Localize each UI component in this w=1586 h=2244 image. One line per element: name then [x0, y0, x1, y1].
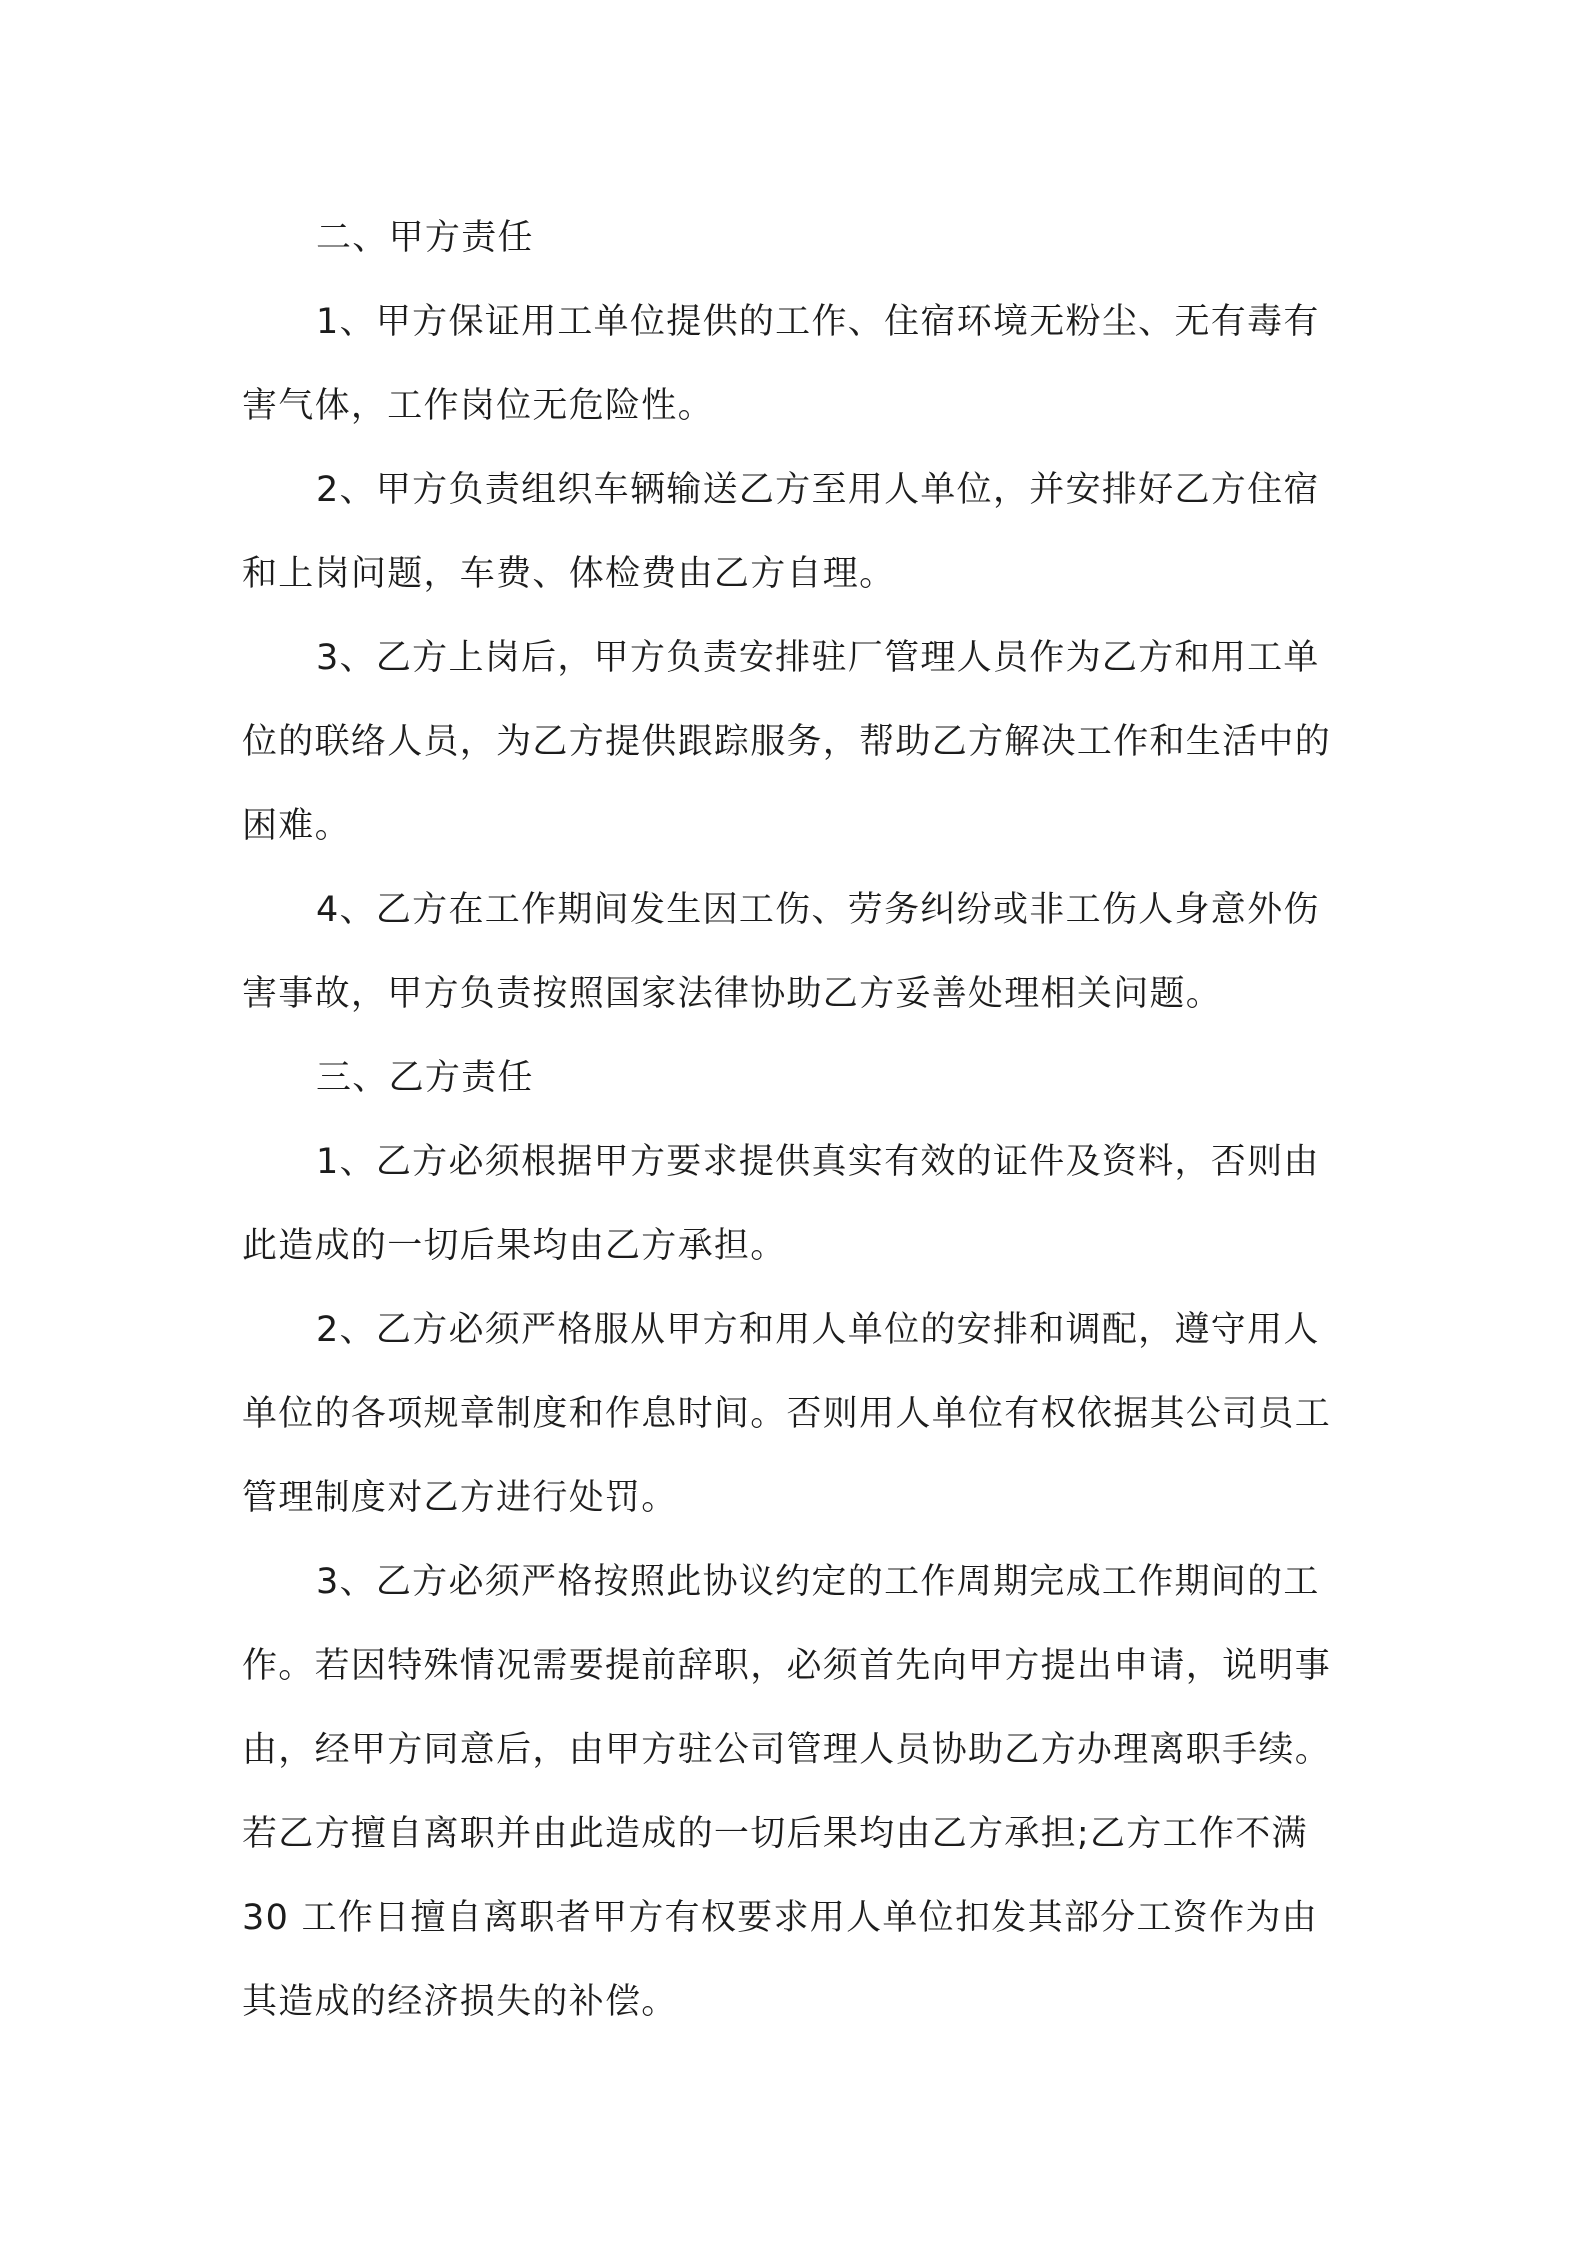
clause-line: 30 工作日擅自离职者甲方有权要求用人单位扣发其部分工资作为由 [242, 1898, 1318, 1938]
party-a-clause-3 [242, 616, 1360, 868]
party-b-clause-1 [242, 1120, 1360, 1288]
clause-line: 害事故，甲方负责按照国家法律协助乙方妥善处理相关问题。 [242, 974, 1223, 1014]
clause-line: 管理制度对乙方进行处罚。 [242, 1478, 678, 1518]
clause-line: 2、乙方必须严格服从甲方和用人单位的安排和调配，遵守用人 [316, 1310, 1320, 1350]
section-heading-party-a: 二、甲方责任 [316, 218, 534, 258]
clause-line: 作。若因特殊情况需要提前辞职，必须首先向甲方提出申请，说明事 [242, 1646, 1332, 1686]
party-a-clause-1 [242, 280, 1360, 448]
party-a-clause-2 [242, 448, 1360, 616]
clause-line: 单位的各项规章制度和作息时间。否则用人单位有权依据其公司员工 [242, 1394, 1332, 1434]
clause-line: 此造成的一切后果均由乙方承担。 [242, 1226, 787, 1266]
clause-line: 位的联络人员，为乙方提供跟踪服务，帮助乙方解决工作和生活中的 [242, 722, 1332, 762]
clause-line: 其造成的经济损失的补偿。 [242, 1982, 678, 2022]
document-page [242, 196, 1360, 2044]
section-heading-party-b: 三、乙方责任 [316, 1058, 534, 1098]
clause-line: 和上岗问题，车费、体检费由乙方自理。 [242, 554, 896, 594]
clause-line: 3、乙方上岗后，甲方负责安排驻厂管理人员作为乙方和用工单 [316, 638, 1320, 678]
clause-line: 若乙方擅自离职并由此造成的一切后果均由乙方承担;乙方工作不满 [242, 1814, 1308, 1854]
clause-line: 1、甲方保证用工单位提供的工作、住宿环境无粉尘、无有毒有 [316, 302, 1320, 342]
clause-line: 害气体，工作岗位无危险性。 [242, 386, 714, 426]
clause-line: 1、乙方必须根据甲方要求提供真实有效的证件及资料，否则由 [316, 1142, 1320, 1182]
clause-line: 2、甲方负责组织车辆输送乙方至用人单位，并安排好乙方住宿 [316, 470, 1320, 510]
clause-line: 3、乙方必须严格按照此协议约定的工作周期完成工作期间的工 [316, 1562, 1320, 1602]
clause-line: 由，经甲方同意后，由甲方驻公司管理人员协助乙方办理离职手续。 [242, 1730, 1332, 1770]
party-a-clause-4 [242, 868, 1360, 1036]
clause-line: 困难。 [242, 806, 351, 846]
party-b-clause-3 [242, 1540, 1360, 2044]
clause-line: 4、乙方在工作期间发生因工伤、劳务纠纷或非工伤人身意外伤 [316, 890, 1320, 930]
party-b-clause-2 [242, 1288, 1360, 1540]
